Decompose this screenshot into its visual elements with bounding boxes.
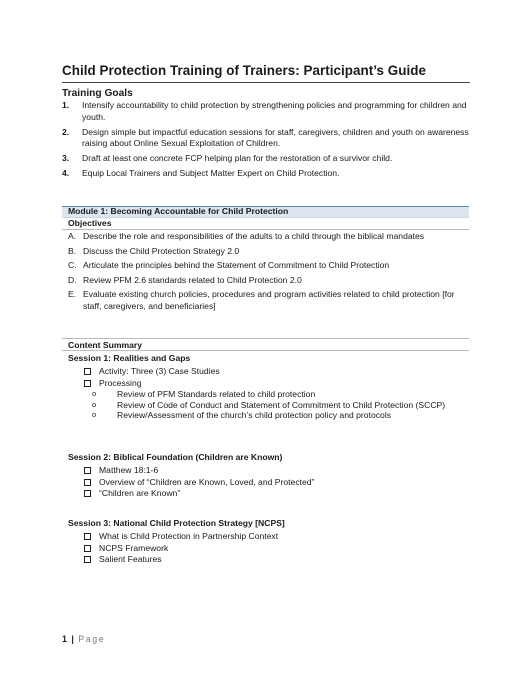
sub-item: [88, 410, 469, 421]
objective-letter: E.: [68, 289, 77, 299]
content-summary-underline: [62, 350, 469, 351]
objective-letter: C.: [68, 260, 77, 270]
session-2-title: Session 2: Biblical Foundation (Children are Known): [68, 452, 283, 462]
session-item-text: “Children are Known”: [99, 488, 181, 499]
page-footer: [62, 634, 105, 644]
objective-text: Discuss the Child Protection Strategy 2.0: [83, 245, 240, 256]
sub-item-text: Review of PFM Standards related to child protection: [117, 389, 316, 400]
sub-item-text: Review/Assessment of the church’s child protection policy and protocols: [117, 410, 392, 421]
checkbox-icon: [84, 368, 91, 375]
goal-text: Draft at least one concrete FCP helping plan for the restoration of a survivor child.: [82, 153, 393, 163]
content-summary-heading: Content Summary: [68, 340, 143, 350]
goal-item: [62, 100, 474, 123]
session-item-text: Activity: Three (3) Case Studies: [99, 366, 220, 376]
footer-separator: |: [71, 634, 74, 644]
checkbox-icon: [84, 545, 91, 552]
objective-letter: A.: [68, 231, 77, 241]
objective-letter: D.: [68, 274, 77, 285]
session-item: [84, 543, 469, 555]
objective-text: Articulate the principles behind the Statement of Commitment to Child Protection: [83, 260, 390, 270]
page-label: Page: [78, 634, 106, 644]
title-underline: [62, 82, 470, 83]
checkbox-icon: [84, 479, 91, 486]
sub-item-text: Review of Code of Conduct and Statement of Commitment to Child Protection (SCCP): [117, 399, 446, 410]
session-3-title: Session 3: National Child Protection Strategy [NCPS]: [68, 518, 285, 528]
page-number: 1: [62, 634, 67, 644]
session-item-text: Matthew 18:1-6: [99, 465, 159, 475]
session-item: [84, 465, 469, 477]
sub-item: [88, 400, 469, 411]
objectives-list: [68, 231, 468, 315]
session-item: [84, 531, 469, 543]
session-item: [84, 554, 469, 566]
objectives-divider: [62, 229, 469, 230]
objective-item: [68, 289, 468, 312]
objective-letter: B.: [68, 245, 77, 256]
goal-text: Intensify accountability to child protection by strengthening policies and programming for children and youth.: [82, 100, 467, 122]
session-item-text: What is Child Protection in Partnership Context: [99, 531, 279, 541]
objectives-heading: Objectives: [68, 218, 112, 228]
processing-sublist: [88, 389, 469, 421]
session-2-list: [84, 465, 469, 500]
circle-bullet-icon: o: [92, 399, 97, 409]
objective-item: [68, 246, 468, 258]
goal-number: 3.: [62, 153, 70, 163]
goal-text: Design simple but impactful education sessions for staff, caregivers, children and youth on awareness raising about Online Sexual Exploitation of Children.: [82, 126, 469, 148]
content-summary-divider: [62, 338, 469, 339]
session-3-list: [84, 531, 469, 566]
training-goals-heading: Training Goals: [62, 88, 133, 99]
circle-bullet-icon: o: [92, 410, 97, 420]
module-title: Module 1: Becoming Accountable for Child Protection: [68, 206, 289, 216]
objective-item: [68, 275, 468, 287]
goal-number: 4.: [62, 168, 70, 178]
session-item-text: NCPS Framework: [99, 542, 169, 553]
checkbox-icon: [84, 380, 91, 387]
objective-item: [68, 260, 468, 272]
goal-text: Equip Local Trainers and Subject Matter Expert on Child Protection.: [82, 168, 340, 178]
goal-item: [62, 127, 474, 150]
session-item-text: Processing: [99, 377, 142, 388]
session-item: [84, 366, 469, 378]
checkbox-icon: [84, 490, 91, 497]
goal-item: [62, 153, 474, 165]
session-1-list: [84, 366, 469, 421]
session-item: [84, 488, 469, 500]
checkbox-icon: [84, 556, 91, 563]
checkbox-icon: [84, 533, 91, 540]
session-item: [84, 477, 469, 489]
goal-item: [62, 168, 474, 180]
session-item: [84, 378, 469, 390]
objective-text: Review PFM 2.6 standards related to Child Protection 2.0: [83, 274, 302, 285]
objective-text: Describe the role and responsibilities of the adults to a child through the biblical mandates: [83, 231, 425, 241]
goal-number: 1.: [62, 100, 70, 110]
sub-item: [88, 389, 469, 400]
session-item-text: Salient Features: [99, 554, 162, 565]
objective-text: Evaluate existing church policies, procedures and program activities related to child protection [for staff, caregivers, and beneficiaries]: [83, 289, 455, 311]
session-item-text: Overview of “Children are Known, Loved, and Protected”: [99, 476, 315, 487]
session-1-title: Session 1: Realities and Gaps: [68, 353, 191, 363]
goal-number: 2.: [62, 126, 70, 137]
objective-item: [68, 231, 468, 243]
checkbox-icon: [84, 467, 91, 474]
circle-bullet-icon: o: [92, 389, 97, 399]
training-goals-list: [62, 100, 474, 183]
document-title: Child Protection Training of Trainers: Participant’s Guide: [62, 63, 427, 78]
